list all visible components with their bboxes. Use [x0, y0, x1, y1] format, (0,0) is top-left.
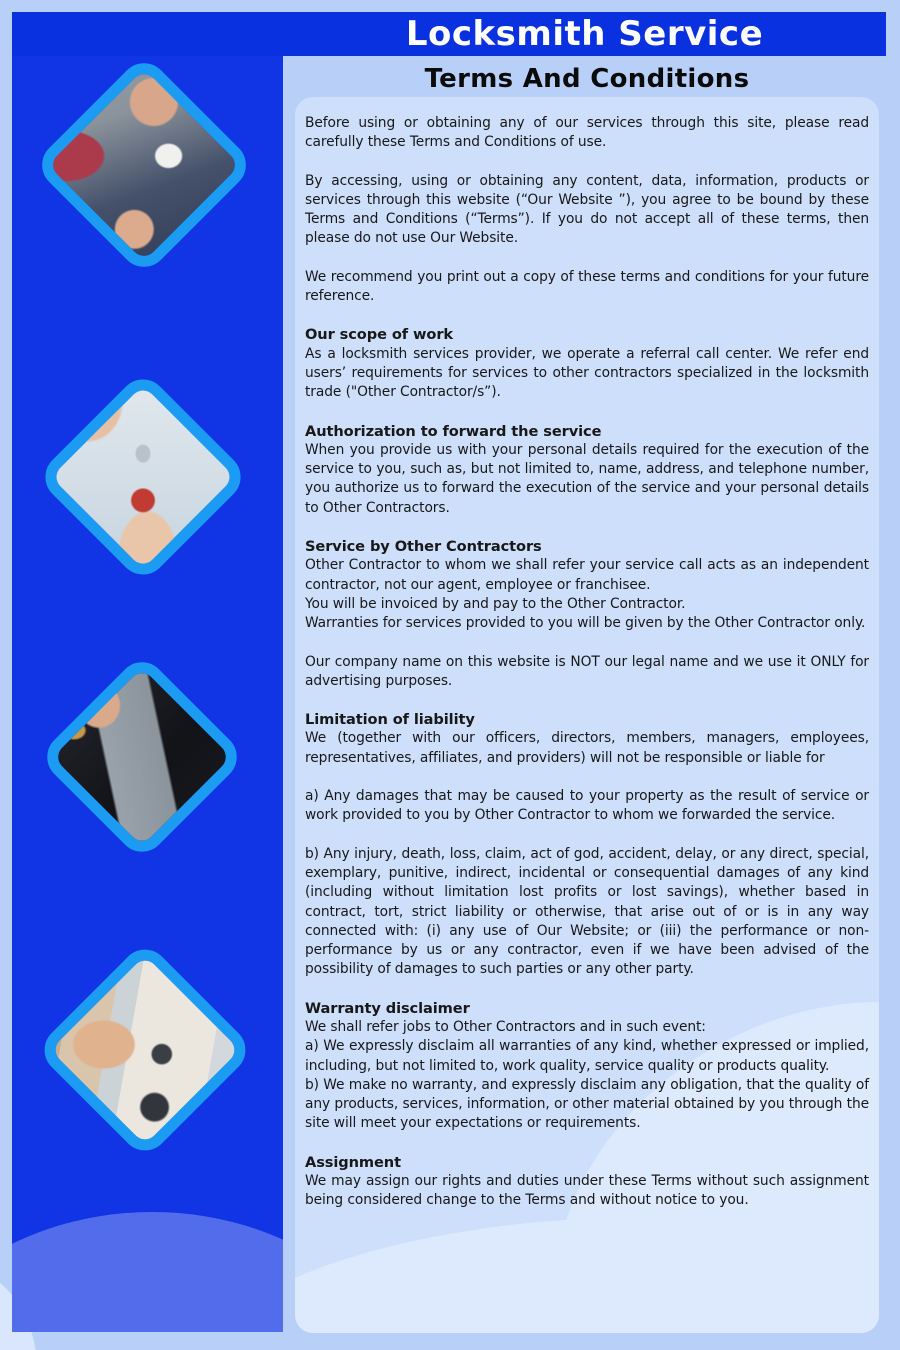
terms-content [305, 114, 869, 1230]
terms-paragraph: We recommend you print out a copy of these terms and conditions for your future reference. [305, 268, 869, 305]
terms-paragraph: You will be invoiced by and pay to the Other Contractor. [305, 595, 686, 612]
terms-paragraph: When you provide us with your personal details required for the execution of the service to you, such as, but not limited to, name, address, and telephone number, you authorize us to forward the execution of the service and your personal details to Other Contractors. [305, 441, 869, 516]
terms-paragraph: By accessing, using or obtaining any content, data, information, products or services through this website (“Our Website ”), you agree to be bound by these Terms and Conditions (“Terms”). If you do not accept all of these terms, then please do not use Our Website. [305, 172, 869, 247]
terms-paragraph: Other Contractor to whom we shall refer your service call acts as an independent contractor, not our agent, employee or franchisee. [305, 557, 869, 593]
terms-paragraph: Our company name on this website is NOT our legal name and we use it ONLY for advertising purposes. [305, 653, 869, 689]
terms-paragraph: a) We expressly disclaim all warranties of any kind, whether expressed or implied, including, but not limited to, work quality, service quality or products quality. [305, 1038, 869, 1074]
terms-paragraph: We (together with our officers, directors, members, managers, employees, representatives, affiliates, and providers) will not be responsible or liable for [305, 730, 869, 766]
terms-section-heading: Limitation of liability [305, 711, 475, 729]
terms-paragraph: As a locksmith services provider, we operate a referral call center. We refer end users’ requirements for services to other contractors specialized in the locksmith trade ("Other Contractor/s”). [305, 345, 869, 401]
terms-section-heading: Assignment [305, 1153, 401, 1171]
terms-section-heading: Warranty disclaimer [305, 999, 470, 1017]
terms-paragraph: We may assign our rights and duties under these Terms without such assignment being considered change to the Terms and without notice to you. [305, 1173, 869, 1209]
sidebar-wave-decoration [12, 1212, 283, 1332]
terms-paragraph: b) Any injury, death, loss, claim, act of god, accident, delay, or any direct, special, exemplary, punitive, indirect, incidental or consequential damages of any kind (including without limitation lost profits or lost savings), whether based in contract, tort, strict liability or otherwise, that arise out of or is in any way connected with: (i) any use of Our Website; or (iii) the performance or non-performance by us or any contractor, even if we have been advised of the possibility of damages to such parties or any other party. [305, 845, 869, 978]
terms-paragraph: We shall refer jobs to Other Contractors and in such event: [305, 1018, 706, 1035]
page-title: Locksmith Service [405, 14, 764, 54]
terms-section-heading: Authorization to forward the service [305, 422, 602, 440]
terms-paragraph: a) Any damages that may be caused to your property as the result of service or work provided to you by Other Contractor to whom we forwarded the service. [305, 788, 869, 824]
terms-panel [295, 97, 879, 1333]
terms-paragraph: Before using or obtaining any of our services through this site, please read carefully these Terms and Conditions of use. [305, 115, 869, 151]
terms-subtitle: Terms And Conditions [424, 64, 750, 94]
terms-section-heading: Our scope of work [305, 326, 454, 344]
terms-paragraph: Warranties for services provided to you will be given by the Other Contractor only. [305, 615, 866, 632]
terms-paragraph: b) We make no warranty, and expressly disclaim any obligation, that the quality of any products, services, information, or other material obtained by you through the site will meet your expectations or requirements. [305, 1076, 869, 1132]
terms-section-heading: Service by Other Contractors [305, 538, 542, 556]
